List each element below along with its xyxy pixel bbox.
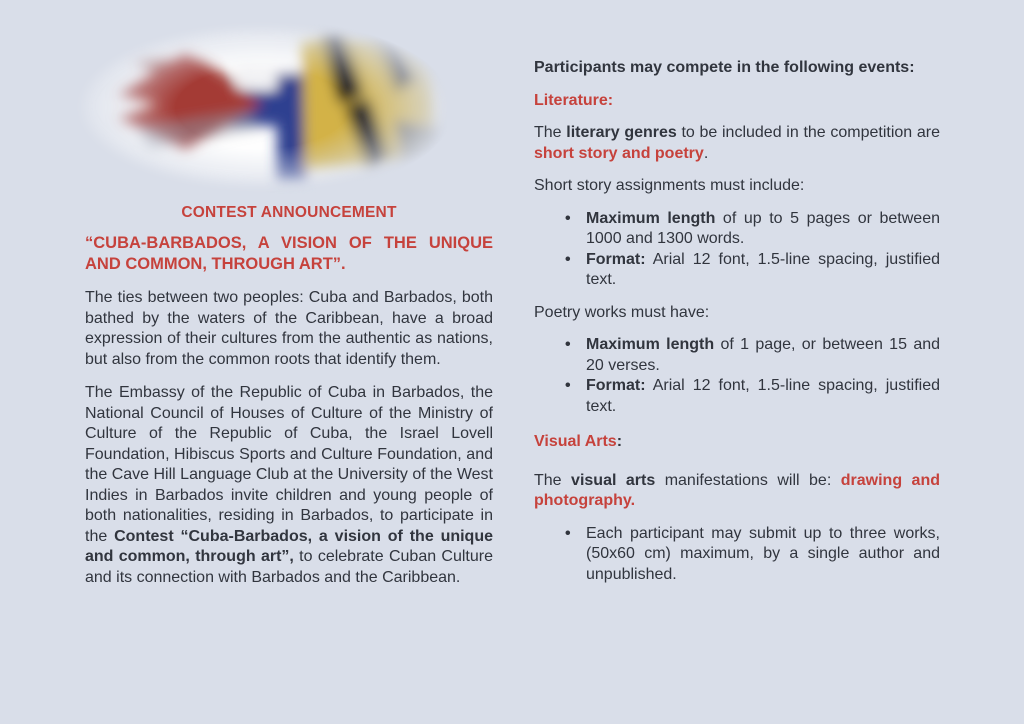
text-run: of 1 page, or between 15 and 20 verses. xyxy=(586,336,941,374)
ties-paragraph: The ties between two peoples: Cuba and Barbados, both bathed by the waters of the Caribbean, have a broad expression of their cultures from the authentic as nations, but also from the common roots that identify them. xyxy=(85,289,493,368)
poetry-requirements-list xyxy=(534,335,940,417)
flag-graphic-svg xyxy=(77,22,447,194)
visual-arts-bold-run: visual arts xyxy=(571,471,656,489)
short-story-requirements-list xyxy=(534,209,940,291)
text-run: The xyxy=(534,471,572,489)
text-run: to celebrate Cuban Culture and its connection with Barbados and the Caribbean. xyxy=(85,548,494,586)
poetry-format-item xyxy=(534,376,940,417)
text-run: manifestations will be: xyxy=(655,471,841,489)
visual-arts-description xyxy=(534,471,940,512)
bold-run: Maximum length xyxy=(586,336,715,353)
heading-text-run: Visual Arts xyxy=(534,433,617,450)
bold-contest-name-run: Contest “Cuba-Barbados, a vision of the unique and common, through art”, xyxy=(85,527,493,565)
events-intro: Participants may compete in the following events: xyxy=(534,59,915,76)
right-column xyxy=(534,58,940,585)
short-story-requirements-lead: Short story assignments must include: xyxy=(534,177,805,194)
text-run: The Embassy of the Republic of Cuba in Barbados, the National Council of Houses of Culture of the Ministry of Culture of the Republic of Cuba, the Israel Lovell Foundation, Hibiscus Sports and Culture Foundation, and the Cave Hill Language Club at the University of the West Indies in Barbados invite children and young people of both nationalities, residing in Barbados, to participate in the xyxy=(85,384,493,545)
short-story-length-item xyxy=(534,209,940,250)
organizers-paragraph xyxy=(85,383,493,588)
literary-genres-bold-run: literary genres xyxy=(566,124,677,141)
short-story-format-item xyxy=(534,250,940,291)
heading-colon-run: : xyxy=(616,433,623,450)
bold-run: Format: xyxy=(586,250,646,268)
genres-red-run: short story and poetry xyxy=(534,144,704,162)
poetry-length-item xyxy=(534,335,940,376)
text-run: of up to 5 pages or between 1000 and 1300 words. xyxy=(586,209,941,247)
contest-subtitle: “CUBA-BARBADOS, A VISION OF THE UNIQUE AND COMMON, THROUGH ART”. xyxy=(85,234,493,273)
literature-heading: Literature: xyxy=(534,91,614,109)
poetry-requirements-lead: Poetry works must have: xyxy=(534,303,710,321)
visual-arts-rules-list xyxy=(534,524,940,586)
text-run: Arial 12 font, 1.5-line spacing, justified text. xyxy=(586,377,940,415)
left-column xyxy=(85,0,493,588)
bold-run: Maximum length xyxy=(586,209,716,227)
contest-title: CONTEST ANNOUNCEMENT xyxy=(181,204,397,221)
visual-arts-heading xyxy=(534,432,940,453)
bold-run: Format: xyxy=(586,377,646,394)
submission-limit-item xyxy=(534,524,940,586)
literature-genres-line xyxy=(534,123,940,164)
text-run: Arial 12 font, 1.5-line spacing, justified text. xyxy=(586,250,940,288)
text-run: Each participant may submit up to three works, (50x60 cm) maximum, by a single author and unpublished. xyxy=(586,524,940,583)
cuba-barbados-flag-image xyxy=(77,22,447,194)
manifestations-red-run: drawing and photography. xyxy=(534,471,941,509)
text-run: The xyxy=(534,124,567,141)
text-run: to be included in the competition are xyxy=(676,124,941,141)
text-run: . xyxy=(703,144,709,162)
